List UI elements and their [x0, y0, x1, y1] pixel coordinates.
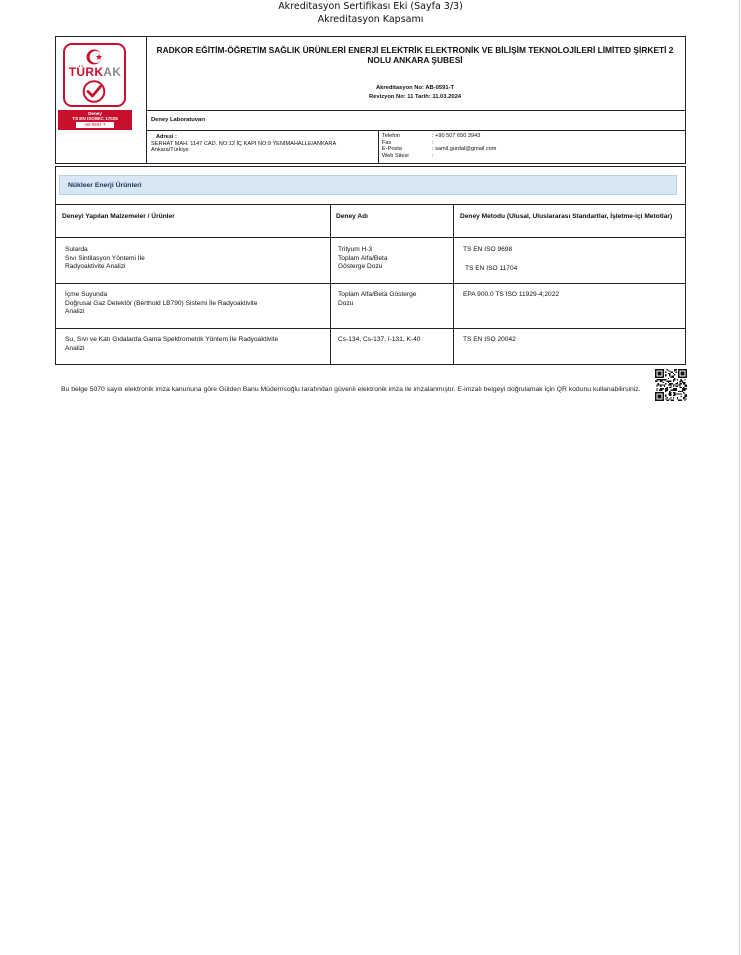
accreditation-number: Akreditasyon No: AB-0591-T	[375, 85, 455, 91]
material-line: Sularda	[65, 246, 88, 253]
divider	[55, 283, 686, 284]
fax-value: :	[432, 139, 434, 146]
page-header-title: Akreditasyon Sertifikası Eki (Sayfa 3/3)	[278, 1, 463, 12]
divider	[453, 204, 454, 364]
divider	[55, 328, 686, 329]
table-row-2-material	[65, 291, 257, 317]
phone-value: : +90 507 650 3943	[432, 133, 481, 139]
material-line: Analizi	[65, 308, 85, 316]
test-line: Toplam Alfa/Beta Gösterge	[338, 291, 417, 298]
logo-bar-code-box	[76, 122, 114, 128]
table-row-3-material	[65, 336, 278, 353]
e-signature-notice: Bu belge 5070 sayılı elektronik imza kanununa göre Gülden Banu Müderrisoğlu tarafından güvenli elektronik imza ile imzalanmıştır. E-imzalı belgeyi doğrulamak için QR kodunu kullanabilirsiniz.	[61, 386, 641, 393]
company-name: RADKOR EĞİTİM-ÖĞRETİM SAĞLIK ÜRÜNLERİ ENERJİ ELEKTRİK ELEKTRONİK VE BİLİŞİM TEKNOLOJİLERİ LİMİTED ŞİRKETİ 2 NOLU ANKARA ŞUBESİ	[156, 45, 674, 65]
checkmark-icon	[81, 80, 107, 103]
header-test-method: Deney Metodu (Ulusal, Uluslararası Standartlar, İşletme-içi Metotlar)	[460, 213, 673, 220]
divider	[146, 36, 147, 163]
header-materials: Deneyi Yapılan Malzemeler / Ürünler	[62, 213, 175, 220]
divider	[146, 110, 686, 111]
logo-bar-text: Deney	[88, 111, 102, 116]
email-value: : samil.gurdal@gmail.com	[432, 146, 497, 152]
section-title-band	[59, 175, 677, 195]
logo-bar-code: AB-0591-T	[84, 122, 106, 127]
logo-wordmark: TÜRKAK	[68, 65, 122, 79]
divider	[55, 237, 686, 238]
material-line: Sıvı Sintilasyon Yöntemi İle	[65, 254, 145, 262]
logo-bar-standard: TS EN ISO/IEC 17025	[72, 116, 118, 121]
material-line: Radyoaktivite Analizi	[65, 263, 126, 271]
qr-code-icon[interactable]	[655, 369, 687, 401]
logo-standard-bar	[58, 110, 132, 130]
address-line-1: SERHAT MAH. 1147 CAD. NO:12 İÇ KAPI NO:9 YENİMAHALLE/ANKARA	[151, 141, 337, 147]
section-title: Nükleer Enerji Ürünleri	[68, 182, 142, 189]
material-line: Doğrusal Gaz Detektör (Berthold LB790) Sistemi İle Radyoaktivite	[65, 299, 258, 307]
accreditation-info	[150, 84, 680, 101]
table-row-3-method: TS EN ISO 20042	[463, 336, 516, 343]
crescent-star-icon	[83, 48, 105, 66]
phone-label: Telefon	[382, 133, 401, 139]
material-line: Su, Sıvı ve Katı Gıdalarda Gama Spektrometrik Yöntem İle Radyoaktivite	[65, 336, 279, 343]
revision-info: Revizyon No: 11 Tarih: 11.03.2024	[368, 93, 462, 100]
page-edge	[739, 0, 740, 955]
page-header-subtitle: Akreditasyon Kapsamı	[317, 14, 424, 25]
header-test-name: Deney Adı	[336, 213, 368, 220]
web-label: Web Sitesi	[382, 152, 409, 159]
material-line: İçme Suyunda	[65, 291, 108, 298]
test-line: Trityum H-3	[338, 246, 373, 253]
table-row-1-material	[65, 246, 145, 272]
divider	[330, 204, 331, 364]
email-label: E-Posta	[382, 146, 402, 152]
web-value: :	[432, 152, 434, 159]
table-row-1-method-b: TS EN ISO 11704	[465, 265, 518, 272]
divider	[146, 130, 686, 131]
test-line: Dozu	[338, 299, 354, 307]
test-line: Toplam Alfa/Beta	[338, 254, 388, 262]
table-row-3-test: Cs-134, Cs-137, I-131, K-40	[338, 336, 421, 343]
table-row-1-method-a: TS EN ISO 9698	[463, 246, 513, 253]
table-row-2-method: EPA 900.0 TS ISO 11929-4;2022	[463, 291, 560, 298]
address-label: Adresi :	[156, 134, 177, 140]
table-row-2-test	[338, 291, 416, 308]
lab-type: Deney Laboratuvarı	[151, 117, 206, 123]
fax-label: Fax	[382, 139, 392, 146]
test-line: Gösterge Dozu	[338, 263, 383, 271]
table-row-1-test	[338, 246, 387, 272]
divider	[378, 130, 379, 163]
address-line-2: Ankara/Türkiye	[151, 147, 189, 153]
turkak-logo	[63, 43, 126, 107]
material-line: Analizi	[65, 344, 85, 352]
divider	[55, 204, 686, 205]
